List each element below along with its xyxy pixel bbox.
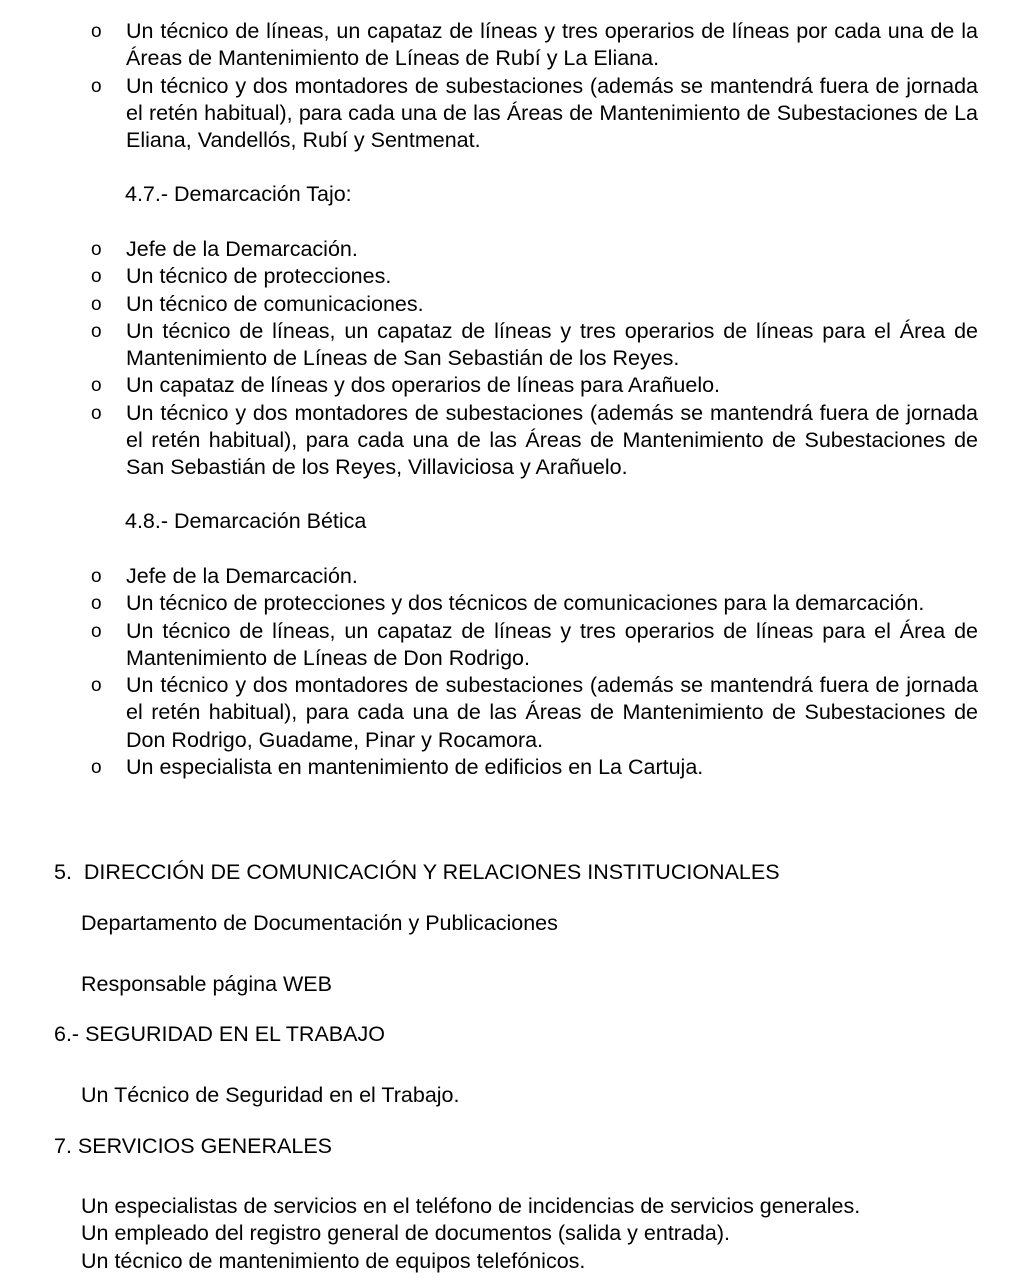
bullet-marker: o bbox=[91, 266, 102, 288]
bullet-marker: o bbox=[91, 566, 102, 587]
bullet-marker: o bbox=[91, 75, 102, 97]
responsable-web: Responsable página WEB bbox=[81, 972, 332, 996]
bullet-marker: o bbox=[91, 620, 102, 642]
bullet-marker: o bbox=[91, 675, 102, 697]
text-line: Un empleado del registro general de documentos (salida y entrada). bbox=[81, 1221, 730, 1246]
list-item: o Un técnico y dos montadores de subestaciones (además se mantendrá fuera de jornada el retén habitual), para cada una de las Áreas de Mantenimiento de Subestaciones de La Eliana, Vandellós, Rubí y Sentmenat. bbox=[91, 73, 978, 153]
list-item: o Un especialista en mantenimiento de edificios en La Cartuja. bbox=[0, 754, 978, 781]
list-item: o Jefe de la Demarcación. bbox=[0, 236, 978, 263]
list-item: o Un técnico y dos montadores de subestaciones (además se mantendrá fuera de jornada el retén habitual), para cada una de las Áreas de Mantenimiento de Subestaciones de San Sebastián de los Reyes, Villaviciosa y Arañuelo. bbox=[91, 400, 978, 480]
bullet-marker: o bbox=[91, 293, 102, 315]
text-line: Un técnico de mantenimiento de equipos telefónicos. bbox=[81, 1248, 586, 1273]
list-item: o Un técnico de líneas, un capataz de líneas y tres operarios de líneas para el Área de Mantenimiento de Líneas de Don Rodrigo. bbox=[91, 618, 978, 670]
department-documentacion: Departamento de Documentación y Publicaciones bbox=[81, 911, 558, 935]
list-item: o Un capataz de líneas y dos operarios de líneas para Arañuelo. bbox=[0, 372, 978, 399]
list-item: o Un técnico de comunicaciones. bbox=[0, 291, 978, 318]
list-item: o Un técnico y dos montadores de subestaciones (además se mantendrá fuera de jornada el retén habitual), para cada una de las Áreas de Mantenimiento de Subestaciones de Don Rodrigo, Guadame, Pinar y Rocamora. bbox=[91, 673, 978, 752]
bullet-marker: o bbox=[91, 239, 102, 260]
bullet-marker: o bbox=[91, 593, 102, 615]
bullet-list-betica bbox=[0, 563, 1012, 781]
bullet-marker: o bbox=[91, 21, 102, 42]
servicios-generales-lines bbox=[81, 1193, 860, 1275]
list-item: o Jefe de la Demarcación. bbox=[0, 563, 978, 590]
bullet-marker: o bbox=[91, 402, 102, 424]
bullet-list-rubi-eliana bbox=[0, 18, 1012, 154]
heading-demarcacion-betica: 4.8.- Demarcación Bética bbox=[125, 509, 367, 533]
section-7-heading: 7. SERVICIOS GENERALES bbox=[54, 1134, 333, 1158]
list-item: o Un técnico de protecciones y dos técnicos de comunicaciones para la demarcación. bbox=[0, 590, 978, 617]
bullet-list-tajo bbox=[0, 236, 1012, 482]
section-6-heading: 6.- SEGURIDAD EN EL TRABAJO bbox=[54, 1022, 385, 1046]
bullet-marker: o bbox=[91, 757, 102, 779]
list-item: o Un técnico de líneas, un capataz de líneas y tres operarios de líneas por cada una de la Áreas de Mantenimiento de Líneas de Rubí y La Eliana. bbox=[91, 19, 978, 71]
bullet-marker: o bbox=[91, 375, 102, 397]
heading-demarcacion-tajo: 4.7.- Demarcación Tajo: bbox=[125, 182, 352, 206]
list-item: o Un técnico de líneas, un capataz de líneas y tres operarios de líneas para el Área de Mantenimiento de Líneas de San Sebastián de los Reyes. bbox=[91, 318, 978, 371]
text-line: Un especialistas de servicios en el teléfono de incidencias de servicios generales. bbox=[81, 1194, 861, 1218]
seguridad-text: Un Técnico de Seguridad en el Trabajo. bbox=[81, 1083, 460, 1107]
section-5-heading: 5. DIRECCIÓN DE COMUNICACIÓN Y RELACIONES INSTITUCIONALES bbox=[54, 860, 780, 884]
bullet-marker: o bbox=[91, 320, 102, 342]
list-item: o Un técnico de protecciones. bbox=[0, 263, 978, 290]
